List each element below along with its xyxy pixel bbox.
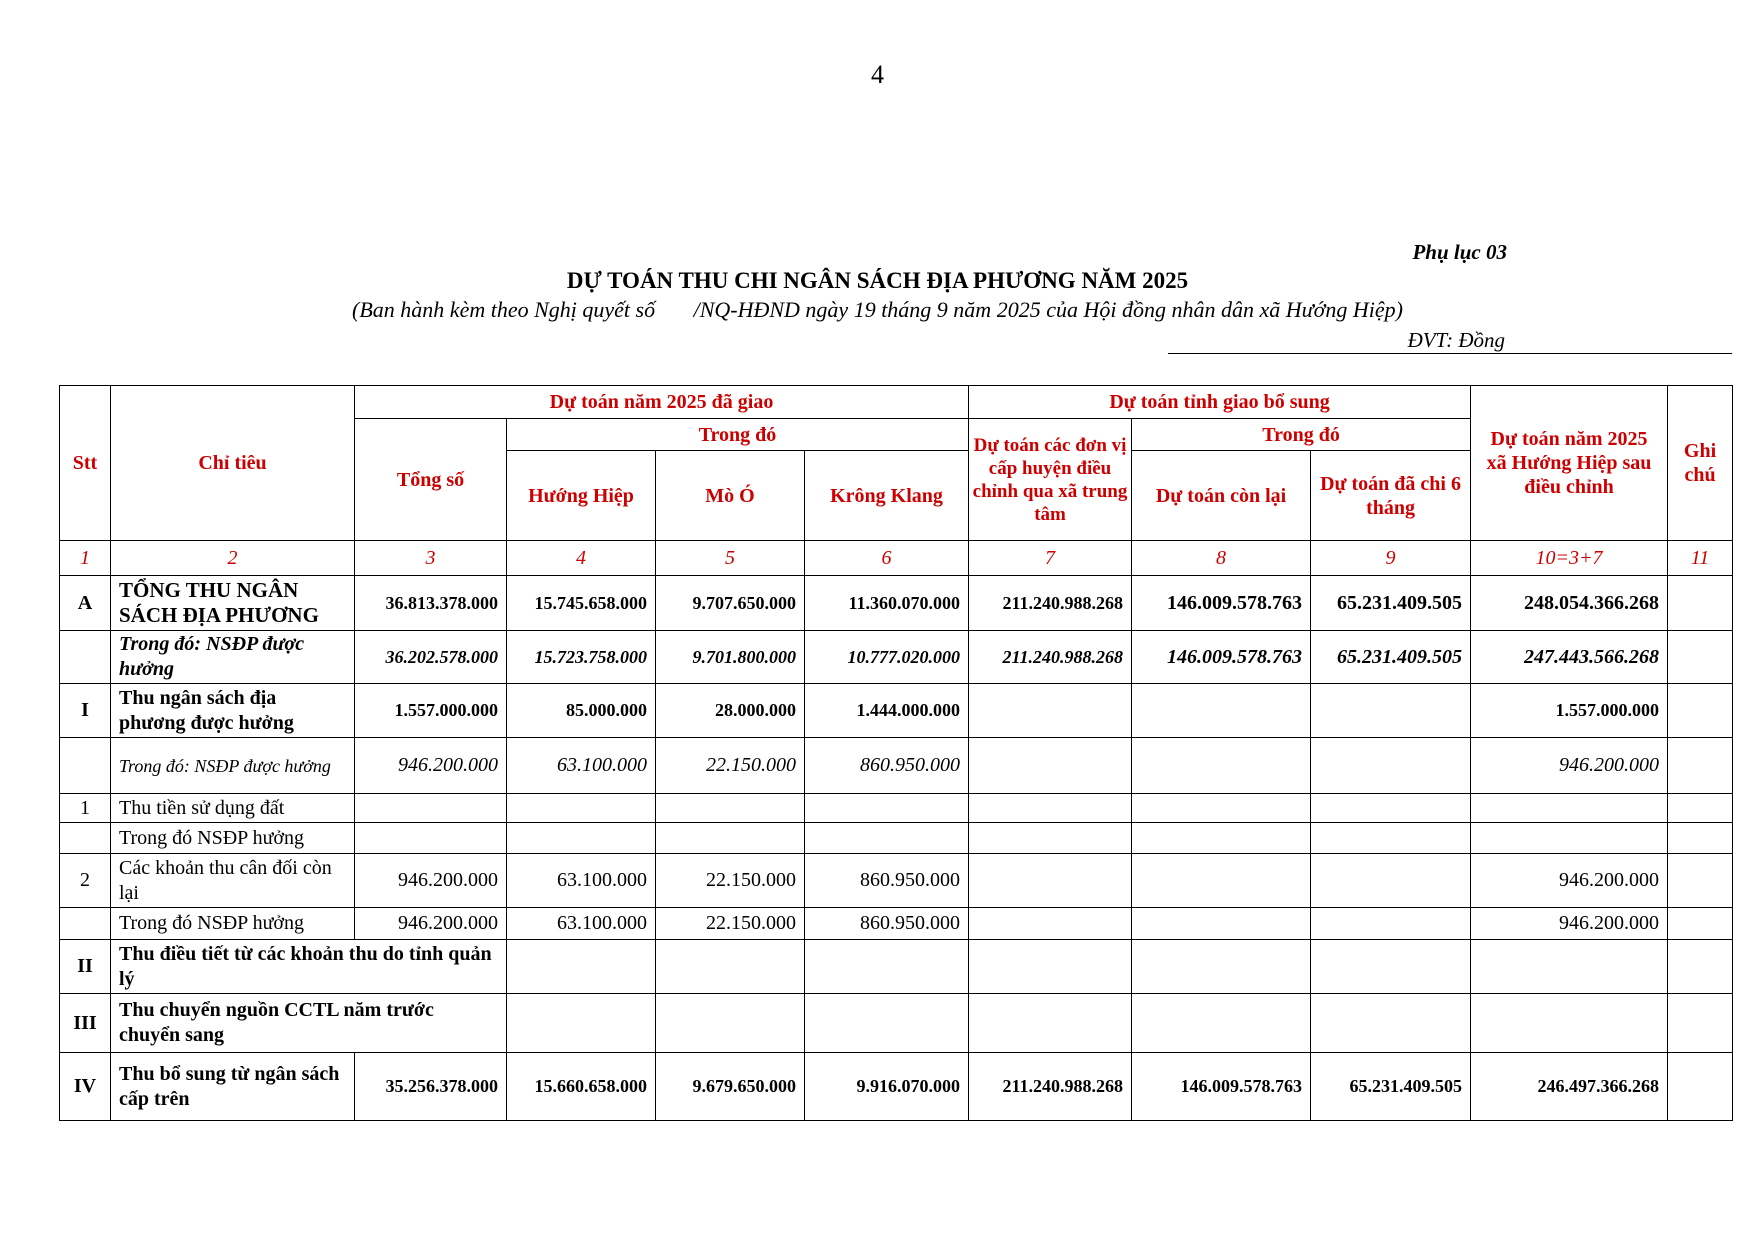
- unit-label: ĐVT: Đồng: [1407, 328, 1505, 352]
- cell-sau-dieu-chinh: 946.200.000: [1471, 854, 1668, 908]
- cell-sau-dieu-chinh: [1471, 823, 1668, 854]
- budget-table: [59, 385, 1733, 1121]
- cell-krong-klang: 9.916.070.000: [805, 1053, 969, 1121]
- cell-don-vi: [969, 823, 1132, 854]
- cell-tong-so: [355, 823, 507, 854]
- table-row: [60, 631, 1733, 684]
- cell-krong-klang: [805, 823, 969, 854]
- cell-krong-klang: 860.950.000: [805, 854, 969, 908]
- row-label: Trong đó NSĐP hưởng: [111, 908, 355, 940]
- header-trong-do-2: Trong đó: [1132, 419, 1471, 451]
- cell-huong-hiep: [507, 994, 656, 1053]
- row-stt: III: [60, 994, 111, 1053]
- header-mo-o: Mò Ó: [656, 451, 805, 541]
- cell-tong-so: 946.200.000: [355, 854, 507, 908]
- cell-krong-klang: 11.360.070.000: [805, 576, 969, 631]
- cell-huong-hiep: 15.660.658.000: [507, 1053, 656, 1121]
- cell-tong-so: [355, 794, 507, 823]
- table-row: [60, 994, 1733, 1053]
- header-huong-hiep: Hướng Hiệp: [507, 451, 656, 541]
- cell-mo-o: 9.701.800.000: [656, 631, 805, 684]
- column-number: 8: [1132, 541, 1311, 576]
- column-number: 1: [60, 541, 111, 576]
- row-label: Trong đó NSĐP hưởng: [111, 823, 355, 854]
- row-label: Thu ngân sách địa phương được hưởng: [111, 684, 355, 738]
- cell-ghi-chu: [1668, 631, 1733, 684]
- cell-huong-hiep: 15.723.758.000: [507, 631, 656, 684]
- unit-divider: [1168, 353, 1732, 354]
- cell-da-chi: [1311, 823, 1471, 854]
- cell-da-chi: 65.231.409.505: [1311, 1053, 1471, 1121]
- cell-ghi-chu: [1668, 684, 1733, 738]
- table-row: [60, 1053, 1733, 1121]
- cell-tong-so: 36.202.578.000: [355, 631, 507, 684]
- cell-don-vi: 211.240.988.268: [969, 1053, 1132, 1121]
- cell-mo-o: 22.150.000: [656, 908, 805, 940]
- cell-huong-hiep: 85.000.000: [507, 684, 656, 738]
- header-stt: Stt: [60, 386, 111, 541]
- row-stt: [60, 823, 111, 854]
- column-number-row: [60, 541, 1733, 576]
- column-number: 3: [355, 541, 507, 576]
- cell-krong-klang: [805, 940, 969, 994]
- cell-da-chi: [1311, 908, 1471, 940]
- cell-ghi-chu: [1668, 823, 1733, 854]
- table-row: [60, 854, 1733, 908]
- cell-huong-hiep: 63.100.000: [507, 854, 656, 908]
- header-chi-tieu: Chỉ tiêu: [111, 386, 355, 541]
- table-row: [60, 823, 1733, 854]
- cell-mo-o: [656, 823, 805, 854]
- cell-don-vi: [969, 994, 1132, 1053]
- cell-don-vi: 211.240.988.268: [969, 576, 1132, 631]
- row-stt: I: [60, 684, 111, 738]
- cell-krong-klang: 860.950.000: [805, 738, 969, 794]
- row-stt: [60, 908, 111, 940]
- row-stt: 2: [60, 854, 111, 908]
- cell-sau-dieu-chinh: 246.497.366.268: [1471, 1053, 1668, 1121]
- cell-sau-dieu-chinh: 247.443.566.268: [1471, 631, 1668, 684]
- cell-con-lai: [1132, 940, 1311, 994]
- cell-ghi-chu: [1668, 994, 1733, 1053]
- table-row: [60, 794, 1733, 823]
- cell-mo-o: [656, 940, 805, 994]
- cell-da-chi: [1311, 684, 1471, 738]
- document-title: DỰ TOÁN THU CHI NGÂN SÁCH ĐỊA PHƯƠNG NĂM 2025: [566, 268, 1189, 293]
- cell-tong-so: 35.256.378.000: [355, 1053, 507, 1121]
- cell-don-vi: [969, 908, 1132, 940]
- cell-con-lai: [1132, 994, 1311, 1053]
- row-stt: 1: [60, 794, 111, 823]
- cell-con-lai: [1132, 823, 1311, 854]
- cell-don-vi: [969, 854, 1132, 908]
- cell-ghi-chu: [1668, 854, 1733, 908]
- column-number: 4: [507, 541, 656, 576]
- header-krong-klang: Krông Klang: [805, 451, 969, 541]
- cell-mo-o: 9.679.650.000: [656, 1053, 805, 1121]
- cell-con-lai: [1132, 908, 1311, 940]
- header-du-toan-tinh: Dự toán tỉnh giao bổ sung: [969, 386, 1471, 419]
- cell-ghi-chu: [1668, 576, 1733, 631]
- cell-ghi-chu: [1668, 908, 1733, 940]
- row-stt: II: [60, 940, 111, 994]
- cell-ghi-chu: [1668, 940, 1733, 994]
- cell-mo-o: 22.150.000: [656, 854, 805, 908]
- cell-sau-dieu-chinh: 248.054.366.268: [1471, 576, 1668, 631]
- cell-huong-hiep: [507, 823, 656, 854]
- header-trong-do-1: Trong đó: [507, 419, 969, 451]
- table-row: [60, 576, 1733, 631]
- column-number: 6: [805, 541, 969, 576]
- header-da-chi: Dự toán đã chi 6 tháng: [1311, 451, 1471, 541]
- cell-tong-so: 946.200.000: [355, 738, 507, 794]
- document-subtitle: (Ban hành kèm theo Nghị quyết số /NQ-HĐND ngày 19 tháng 9 năm 2025 của Hội đồng nhân dân xã Hướng Hiệp): [352, 297, 1403, 322]
- cell-con-lai: 146.009.578.763: [1132, 1053, 1311, 1121]
- table-row: [60, 684, 1733, 738]
- column-number: 11: [1668, 541, 1733, 576]
- appendix-label: Phụ lục 03: [1412, 240, 1507, 264]
- cell-huong-hiep: 15.745.658.000: [507, 576, 656, 631]
- row-stt: A: [60, 576, 111, 631]
- cell-sau-dieu-chinh: 1.557.000.000: [1471, 684, 1668, 738]
- header-du-toan-cac-don-vi: Dự toán các đơn vị cấp huyện điều chỉnh qua xã trung tâm: [969, 419, 1132, 541]
- cell-krong-klang: [805, 994, 969, 1053]
- cell-sau-dieu-chinh: 946.200.000: [1471, 738, 1668, 794]
- cell-con-lai: [1132, 684, 1311, 738]
- cell-mo-o: 22.150.000: [656, 738, 805, 794]
- cell-da-chi: 65.231.409.505: [1311, 631, 1471, 684]
- column-number: 10=3+7: [1471, 541, 1668, 576]
- cell-sau-dieu-chinh: [1471, 794, 1668, 823]
- row-label: Thu chuyển nguồn CCTL năm trước chuyển sang: [111, 994, 507, 1053]
- cell-krong-klang: [805, 794, 969, 823]
- table-row: [60, 940, 1733, 994]
- cell-con-lai: [1132, 738, 1311, 794]
- cell-mo-o: 9.707.650.000: [656, 576, 805, 631]
- row-label: TỔNG THU NGÂN SÁCH ĐỊA PHƯƠNG: [111, 576, 355, 631]
- cell-don-vi: [969, 794, 1132, 823]
- cell-con-lai: [1132, 794, 1311, 823]
- row-stt: [60, 631, 111, 684]
- header-ghi-chu: Ghi chú: [1668, 386, 1733, 541]
- cell-don-vi: [969, 684, 1132, 738]
- cell-krong-klang: 10.777.020.000: [805, 631, 969, 684]
- column-number: 5: [656, 541, 805, 576]
- cell-tong-so: 36.813.378.000: [355, 576, 507, 631]
- header-con-lai: Dự toán còn lại: [1132, 451, 1311, 541]
- row-label: Thu bổ sung từ ngân sách cấp trên: [111, 1053, 355, 1121]
- cell-mo-o: [656, 994, 805, 1053]
- row-label: Trong đó: NSĐP được hưởng: [111, 738, 355, 794]
- column-number: 9: [1311, 541, 1471, 576]
- column-number: 2: [111, 541, 355, 576]
- header-sau-dieu-chinh: Dự toán năm 2025 xã Hướng Hiệp sau điều chỉnh: [1471, 386, 1668, 541]
- cell-don-vi: [969, 940, 1132, 994]
- cell-krong-klang: 1.444.000.000: [805, 684, 969, 738]
- cell-da-chi: [1311, 940, 1471, 994]
- cell-da-chi: 65.231.409.505: [1311, 576, 1471, 631]
- cell-sau-dieu-chinh: [1471, 994, 1668, 1053]
- page-number: 4: [871, 60, 884, 89]
- cell-sau-dieu-chinh: 946.200.000: [1471, 908, 1668, 940]
- cell-tong-so: 1.557.000.000: [355, 684, 507, 738]
- cell-con-lai: 146.009.578.763: [1132, 631, 1311, 684]
- cell-ghi-chu: [1668, 1053, 1733, 1121]
- cell-da-chi: [1311, 738, 1471, 794]
- cell-sau-dieu-chinh: [1471, 940, 1668, 994]
- cell-da-chi: [1311, 994, 1471, 1053]
- table-row: [60, 738, 1733, 794]
- cell-huong-hiep: [507, 940, 656, 994]
- row-label: Trong đó: NSĐP được hưởng: [111, 631, 355, 684]
- cell-don-vi: 211.240.988.268: [969, 631, 1132, 684]
- cell-huong-hiep: [507, 794, 656, 823]
- cell-da-chi: [1311, 794, 1471, 823]
- cell-tong-so: 946.200.000: [355, 908, 507, 940]
- row-stt: [60, 738, 111, 794]
- cell-con-lai: [1132, 854, 1311, 908]
- row-label: Thu điều tiết từ các khoản thu do tỉnh quản lý: [111, 940, 507, 994]
- cell-mo-o: [656, 794, 805, 823]
- header-du-toan-2025: Dự toán năm 2025 đã giao: [355, 386, 969, 419]
- table-row: [60, 908, 1733, 940]
- cell-da-chi: [1311, 854, 1471, 908]
- column-number: 7: [969, 541, 1132, 576]
- cell-don-vi: [969, 738, 1132, 794]
- cell-mo-o: 28.000.000: [656, 684, 805, 738]
- header-tong-so: Tổng số: [355, 419, 507, 541]
- cell-huong-hiep: 63.100.000: [507, 908, 656, 940]
- row-label: Thu tiền sử dụng đất: [111, 794, 355, 823]
- cell-huong-hiep: 63.100.000: [507, 738, 656, 794]
- row-label: Các khoản thu cân đối còn lại: [111, 854, 355, 908]
- cell-ghi-chu: [1668, 738, 1733, 794]
- cell-ghi-chu: [1668, 794, 1733, 823]
- row-stt: IV: [60, 1053, 111, 1121]
- cell-krong-klang: 860.950.000: [805, 908, 969, 940]
- cell-con-lai: 146.009.578.763: [1132, 576, 1311, 631]
